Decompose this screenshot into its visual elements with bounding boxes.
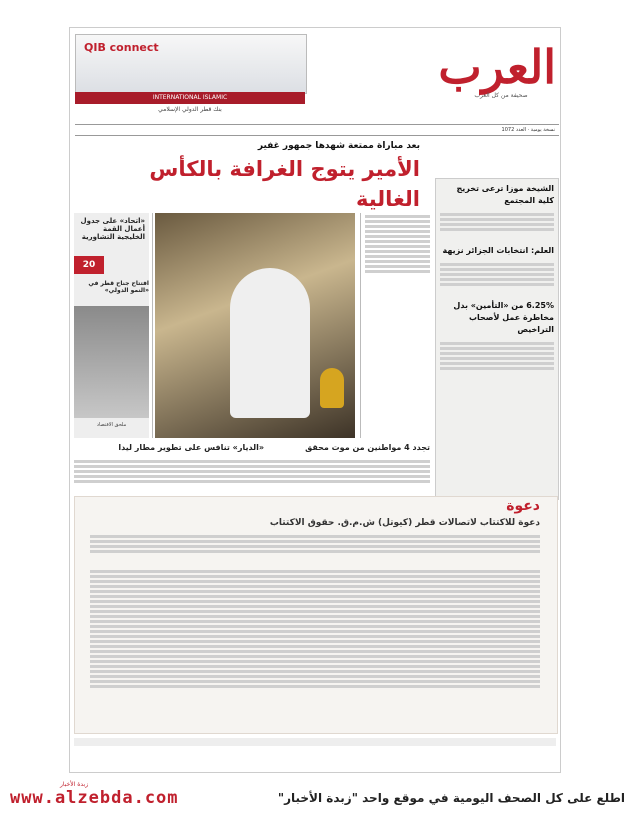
left-column-sub: افتتاح جناح قطر في «النمو الدولي» bbox=[88, 280, 149, 294]
left-column-headline: «اتحاد» على جدول أعمال القمة الخليجية التشاورية bbox=[80, 217, 145, 241]
right-column bbox=[435, 178, 559, 500]
column-divider bbox=[360, 213, 361, 438]
invitation-subtitle: دعوة للاكتتاب لاتصالات قطر (كيوتل) ش.م.ق. حقوق الاكتتاب bbox=[269, 518, 540, 528]
page-footer bbox=[74, 738, 556, 746]
ad-logo: QIB connect bbox=[84, 41, 159, 54]
lead-headline: الأمير يتوج الغرافة بالكأس الغالية bbox=[149, 157, 420, 211]
qib-advertisement bbox=[75, 34, 307, 94]
photo-figure bbox=[230, 268, 310, 418]
banner-flag: زبدة الأخبار bbox=[60, 781, 89, 788]
column-divider bbox=[152, 213, 153, 438]
right-item-title: العلم: انتخابات الجزائر نزيهة bbox=[442, 246, 554, 255]
ad-subtext: بنك قطر الدولي الإسلامي bbox=[158, 106, 222, 113]
right-item-title: الشيخة موزا ترعى تخريج كلية المجتمع bbox=[456, 184, 554, 205]
dateline: نسخة يومية · العدد 1072 bbox=[75, 124, 559, 136]
invitation-intro bbox=[90, 533, 540, 555]
banner-text: اطلع على كل الصحف اليومية في موقع واحد "زبدة الأخبار" bbox=[277, 791, 625, 805]
middle-text bbox=[74, 458, 430, 490]
trophy-icon bbox=[320, 368, 344, 408]
site-url-link[interactable]: www.alzebda.com bbox=[10, 788, 179, 808]
lead-text-column bbox=[365, 213, 430, 438]
masthead-logo: العرب bbox=[438, 40, 556, 94]
invitation-body bbox=[90, 568, 540, 728]
ad-strip: INTERNATIONAL ISLAMIC bbox=[75, 92, 305, 104]
left-column-caption: ملحق الاقتصاد bbox=[96, 422, 127, 428]
invitation-title: دعوة bbox=[506, 498, 540, 514]
lead-kicker: بعد مباراة ممتعة شهدها جمهور غفير bbox=[257, 141, 420, 151]
middle-left-headline: «الديار» تنافس على تطوير مطار ليدا bbox=[118, 443, 264, 452]
masthead-tagline: صحيفة من كل العرب bbox=[474, 92, 528, 99]
middle-right-headline: تجدد 4 مواطنين من موت محقق bbox=[305, 443, 430, 452]
right-item-title: 6.25% من «التأمين» بدل مخاطرة عمل لأصحاب التراخيص bbox=[453, 301, 554, 334]
left-column-photo bbox=[74, 306, 149, 418]
page-badge: 20 bbox=[74, 256, 104, 274]
newspaper-page bbox=[69, 27, 561, 773]
